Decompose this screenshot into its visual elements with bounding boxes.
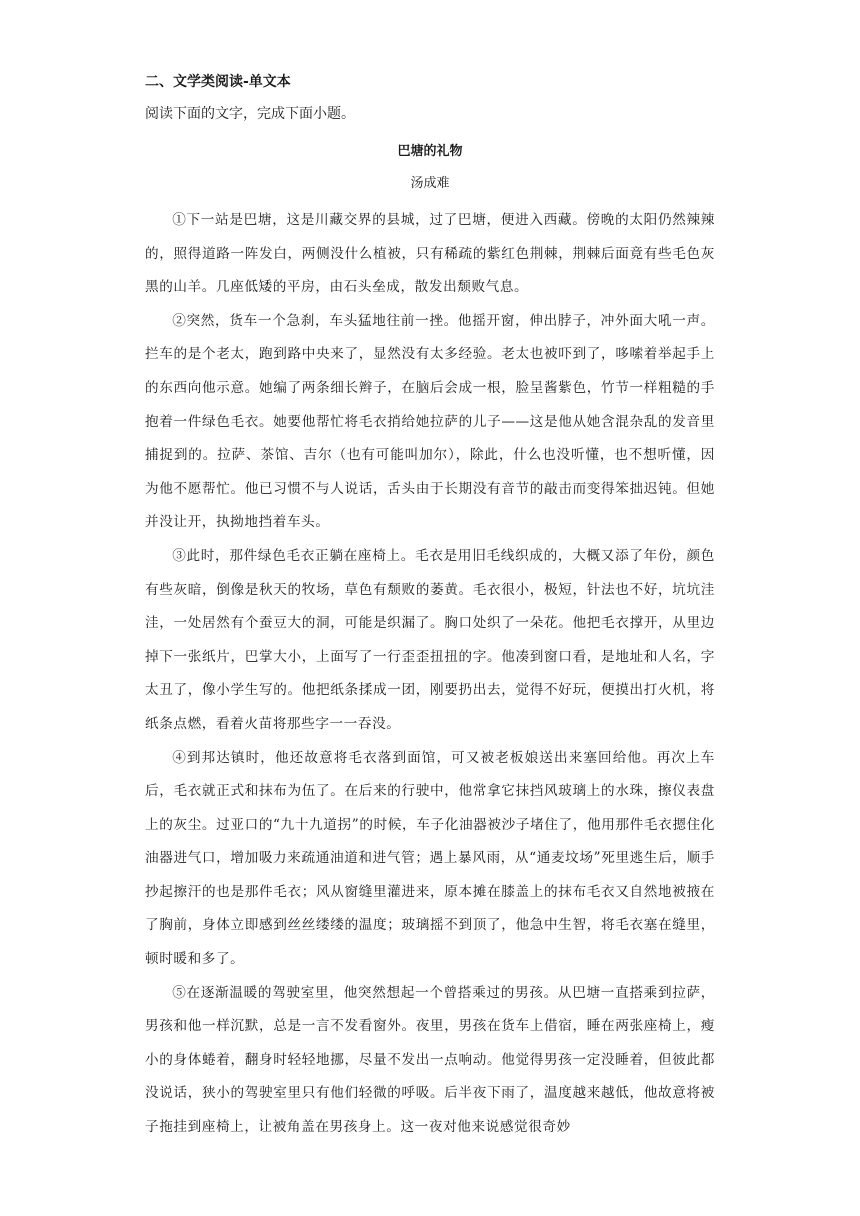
article-title: 巴塘的礼物 [397, 144, 463, 159]
paragraph-1: ①下一站是巴塘，这是川藏交界的县城，过了巴塘，便进入西藏。傍晚的太阳仍然辣辣的，照得道路一阵发白，两侧没什么植被，只有稀疏的紫红色荆棘，荆棘后面竟有些毛色灰黑的山羊。几座低矮的平房，由石头垒成，散发出颓败气息。 [145, 212, 715, 296]
paragraph-5: ⑤在逐渐温暖的驾驶室里，他突然想起一个曾搭乘过的男孩。从巴塘一直搭乘到拉萨，男孩和他一样沉默，总是一言不发看窗外。夜里，男孩在货车上借宿，睡在两张座椅上，瘦小的身体蜷着，翻身时轻轻地挪，尽量不发出一点响动。他觉得男孩一定没睡着，但彼此都没说话，狭小的驾驶室里只有他们轻微的呼吸。后半夜下雨了，温度越来越低，他故意将被子拖挂到座椅上，让被角盖在男孩身上。这一夜对他来说感觉很奇妙 [145, 984, 715, 1136]
section-heading: 二、文学类阅读-单文本 [145, 74, 291, 90]
paragraph-4: ④到邦达镇时，他还故意将毛衣落到面馆，可又被老板娘送出来塞回给他。再次上车后，毛衣就正式和抹布为伍了。在后来的行驶中，他常拿它抹挡风玻璃上的水珠，擦仪表盘上的灰尘。过亚口的“九十九道拐”的时候，车子化油器被沙子堵住了，他用那件毛衣摁住化油器进气口，增加吸力来疏通油道和进气管；遇上暴风雨，从“通麦坟场”死里逃生后，顺手抄起擦汗的也是那件毛衣；风从窗缝里灌进来，原本摊在膝盖上的抹布毛衣又自然地被掖在了胸前，身体立即感到丝丝缕缕的温度；玻璃摇不到顶了，他急中生智，将毛衣塞在缝里，顿时暖和多了。 [145, 749, 715, 968]
document-page [145, 72, 715, 1145]
paragraph-2: ②突然，货车一个急刹，车头猛地往前一挫。他摇开窗，伸出脖子，冲外面大吼一声。拦车的是个老太，跑到路中央来了，显然没有太多经验。老太也被吓到了，哆嗦着举起手上的东西向他示意。她编了两条细长辫子，在脑后会成一根，脸呈酱紫色，竹节一样粗糙的手抱着一件绿色毛衣。她要他帮忙将毛衣捎给她拉萨的儿子——这是他从她含混杂乱的发音里捕捉到的。拉萨、茶馆、吉尔（也有可能叫加尔），除此，什么也没听懂，也不想听懂，因为他不愿帮忙。他已习惯不与人说话，舌头由于长期没有音节的敲击而变得笨拙迟钝。但她并没让开，执拗地挡着车头。 [145, 312, 715, 531]
instruction-text: 阅读下面的文字，完成下面小题。 [145, 106, 355, 122]
paragraph-3: ③此时，那件绿色毛衣正躺在座椅上。毛衣是用旧毛线织成的，大概又添了年份，颜色有些灰暗，倒像是秋天的牧场，草色有颓败的萎黄。毛衣很小，极短，针法也不好，坑坑洼洼，一处居然有个蚕豆大的洞，可能是织漏了。胸口处织了一朵花。他把毛衣撑开，从里边掉下一张纸片，巴掌大小，上面写了一行歪歪扭扭的字。他凑到窗口看，是地址和人名，字太丑了，像小学生写的。他把纸条揉成一团，刚要扔出去，觉得不好玩，便摸出打火机，将纸条点燃，看着火苗将那些字一一吞没。 [145, 547, 715, 732]
article-author: 汤成难 [410, 176, 450, 191]
